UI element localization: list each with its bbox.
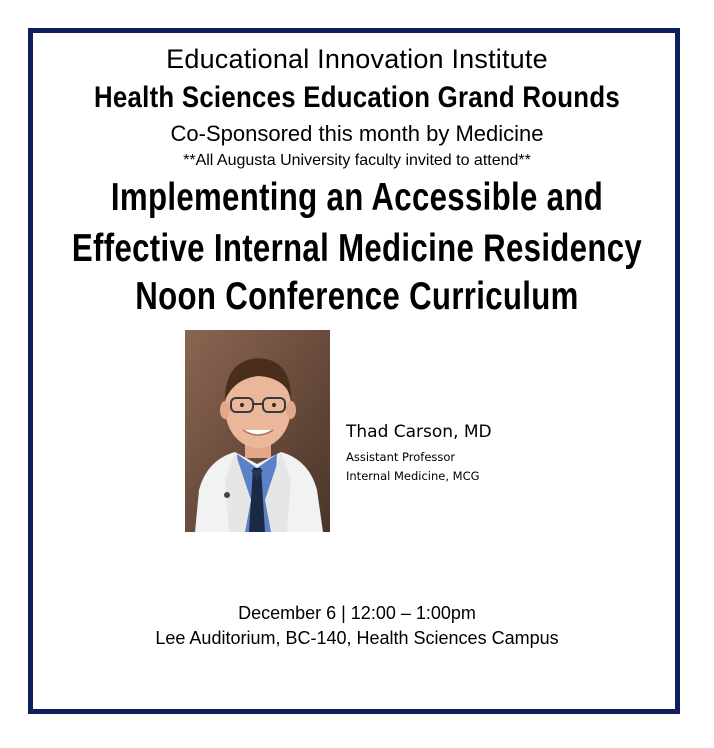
talk-title-line-1: Implementing an Accessible and bbox=[110, 176, 604, 219]
institute-name: Educational Innovation Institute bbox=[166, 44, 548, 74]
series-title: Health Sciences Education Grand Rounds bbox=[94, 81, 620, 114]
talk-title-line-2: Effective Internal Medicine Residency bbox=[71, 227, 643, 270]
event-date-time: December 6 | 12:00 – 1:00pm bbox=[238, 603, 476, 623]
speaker-department: Internal Medicine, MCG bbox=[346, 469, 480, 483]
speaker-name: Thad Carson, MD bbox=[346, 422, 492, 442]
speaker-position: Assistant Professor bbox=[346, 450, 456, 464]
speaker-photo bbox=[185, 330, 330, 532]
invitation-line: **All Augusta University faculty invited to attend** bbox=[183, 152, 531, 169]
cosponsor-line: Co-Sponsored this month by Medicine bbox=[170, 121, 544, 146]
talk-title-line-3: Noon Conference Curriculum bbox=[135, 275, 579, 318]
event-location: Lee Auditorium, BC-140, Health Sciences Campus bbox=[155, 628, 559, 648]
